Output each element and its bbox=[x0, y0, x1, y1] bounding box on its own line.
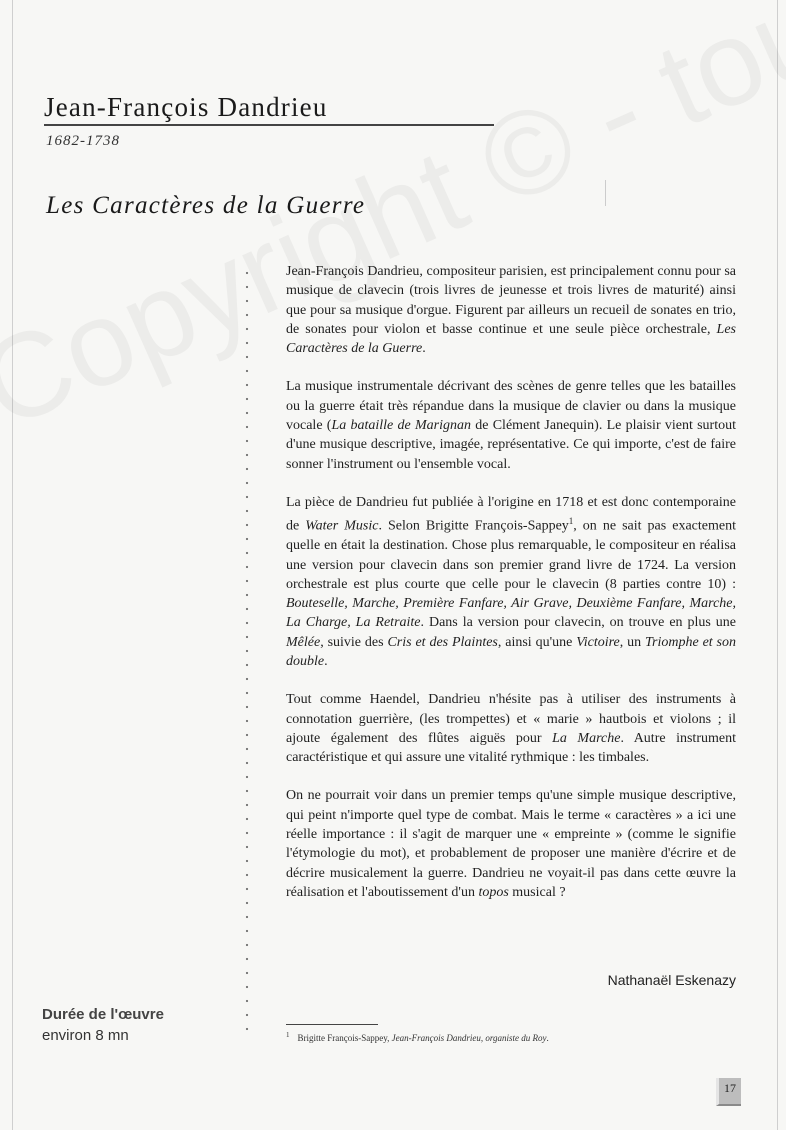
scan-mark bbox=[605, 180, 606, 206]
italic-text: topos bbox=[478, 884, 509, 900]
text-run: La musique instrumentale décrivant des scènes de genre telles que les batailles ou la guerre était très répandue dans la musique de clavier ou dans la musique vocale ( bbox=[286, 379, 736, 434]
footnote-end: . bbox=[546, 1033, 549, 1043]
italic-text: La bataille de Marignan bbox=[331, 418, 471, 434]
italic-text: Triomphe et son double bbox=[286, 634, 737, 669]
text-run: musical ? bbox=[508, 884, 566, 900]
text-run: Tout comme Haendel, Dandrieu n'hésite pas à utiliser des instruments à connotation guerrière, (les trompettes) et « marie » hautbois et violons ; il ajoute également des flûtes aiguës pour bbox=[286, 692, 736, 746]
footnote-marker: 1 bbox=[286, 1031, 290, 1039]
body-paragraph bbox=[286, 262, 736, 358]
body-paragraph bbox=[286, 690, 736, 767]
page-number: 17 bbox=[716, 1078, 741, 1106]
text-run: Jean-François Dandrieu, compositeur parisien, est principalement connu pour sa musique de clavecin (trois livres de jeunesse et trois livres de maturité) ainsi que pour sa musique d'orgue. Figurent par ailleurs un recueil de sonates en trio, de sonates pour violon et basse continue et une seule pièce orchestrale, bbox=[286, 264, 736, 337]
text-run: , suivie des bbox=[320, 634, 388, 650]
text-run: de Clément Janequin). Le plaisir vient surtout d'une musique descriptive, imagée, représentative. Ce qui importe, c'est de faire sonner l'instrument ou l'ensemble vocal. bbox=[286, 418, 736, 472]
footnote-rule bbox=[286, 1024, 378, 1025]
footnote-reference: 1 bbox=[568, 516, 574, 527]
work-title: Les Caractères de la Guerre bbox=[46, 192, 366, 219]
text-run: . Dans la version pour clavecin, on trouve en plus une bbox=[420, 615, 737, 631]
italic-text: Victoire bbox=[576, 634, 620, 650]
italic-text: Water Music bbox=[305, 518, 379, 534]
italic-text: Mêlée bbox=[286, 634, 321, 650]
text-run: La pièce de Dandrieu fut publiée à l'origine en 1718 et est donc contemporaine de bbox=[286, 494, 736, 534]
text-run: , ainsi qu'une bbox=[497, 634, 577, 650]
composer-dates: 1682-1738 bbox=[46, 133, 120, 149]
body-paragraph bbox=[286, 377, 736, 473]
text-run: . bbox=[422, 341, 426, 357]
heading-rule bbox=[44, 124, 494, 126]
duration-label: Durée de l'œuvre bbox=[42, 1006, 164, 1023]
body-paragraph bbox=[286, 786, 736, 902]
page-edge-right bbox=[777, 0, 778, 1130]
text-run: , un bbox=[619, 634, 646, 650]
italic-text: La Marche bbox=[552, 730, 621, 746]
page-edge-left bbox=[12, 0, 13, 1130]
footnote-author: Brigitte François-Sappey, bbox=[297, 1033, 392, 1043]
italic-text: Cris et des Plaintes bbox=[387, 634, 498, 650]
italic-text: Bouteselle, Marche, Première Fanfare, Air Grave, Deuxième Fanfare, Marche, La Charge, La Retraite bbox=[286, 596, 736, 631]
footnote-book-title: Jean-François Dandrieu, organiste du Roy bbox=[391, 1033, 547, 1043]
body-paragraph bbox=[286, 493, 736, 671]
text-run: . Autre instrument caractéristique et qui assure une vitalité rythmique : les timbales. bbox=[286, 730, 736, 766]
text-run: , on ne sait pas exactement quelle en était la destination. Chose plus remarquable, le compositeur en réalisa une version pour clavecin dans son premier grand livre de 1724. La version orchestrale est plus courte que celle pour le clavecin (8 parties contre 10) : bbox=[286, 518, 736, 592]
composer-name: Jean-François Dandrieu bbox=[44, 92, 328, 122]
italic-text: Les Caractères de la Guerre bbox=[286, 321, 736, 357]
footnote bbox=[286, 1031, 549, 1043]
text-run: . bbox=[324, 654, 328, 669]
dotted-separator bbox=[245, 266, 249, 1036]
duration-value: environ 8 mn bbox=[42, 1027, 129, 1044]
text-run: . Selon Brigitte François-Sappey bbox=[378, 518, 569, 534]
program-note-body bbox=[286, 262, 736, 921]
text-run: On ne pourrait voir dans un premier temps qu'une simple musique descriptive, qui peint n'importe quel type de combat. Mais le terme « caractères » a ici une réelle importance : il s'agit de marquer une « empreinte » (comme le signifie l'étymologie du mot), et probablement de proposer une manière d'écrire et de décrire musicalement la guerre. Dandrieu ne voyait-il pas dans cette œuvre la réalisation et l'aboutissement d'un bbox=[286, 788, 736, 900]
author-signature: Nathanaël Eskenazy bbox=[607, 972, 736, 988]
